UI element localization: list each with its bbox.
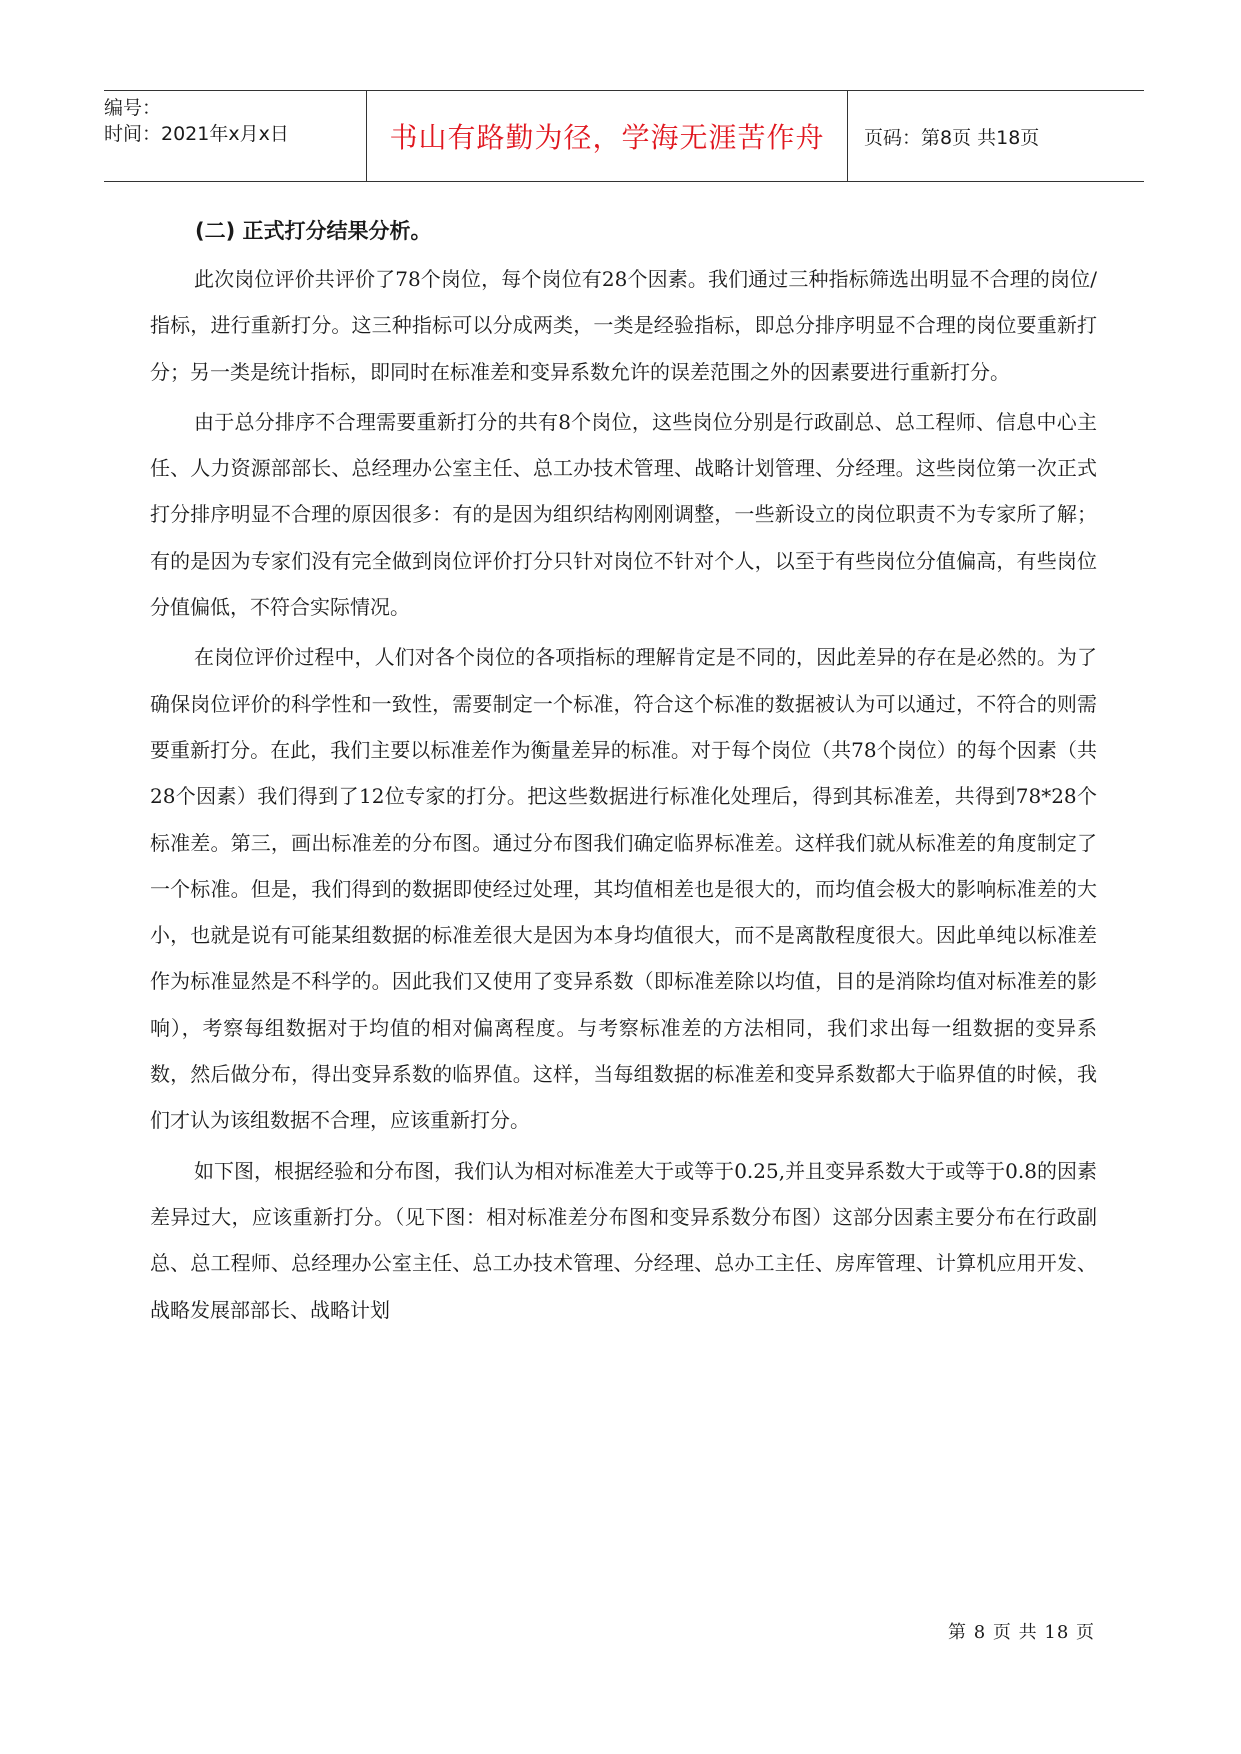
footer-page-number: 第 8 页 共 18 页: [948, 1622, 1095, 1643]
page-footer: [947, 1618, 1096, 1644]
paragraph: 在岗位评价过程中，人们对各个岗位的各项指标的理解肯定是不同的，因此差异的存在是必然的。为了确保岗位评价的科学性和一致性，需要制定一个标准，符合这个标准的数据被认为可以通过，不符合的则需要重新打分。在此，我们主要以标准差作为衡量差异的标准。对于每个岗位（共78个岗位）的每个因素（共28个因素）我们得到了12位专家的打分。把这些数据进行标准化处理后，得到其标准差，共得到78*28个标准差。第三，画出标准差的分布图。通过分布图我们确定临界标准差。这样我们就从标准差的角度制定了一个标准。但是，我们得到的数据即使经过处理，其均值相差也是很大的，而均值会极大的影响标准差的大小，也就是说有可能某组数据的标准差很大是因为本身均值很大，而不是离散程度很大。因此单纯以标准差作为标准显然是不科学的。因此我们又使用了变异系数（即标准差除以均值，目的是消除均值对标准差的影响），考察每组数据对于均值的相对偏离程度。与考察标准差的方法相同，我们求出每一组数据的变异系数，然后做分布，得出变异系数的临界值。这样，当每组数据的标准差和变异系数都大于临界值的时候，我们才认为该组数据不合理，应该重新打分。: [150, 645, 1097, 1133]
header-meta: [104, 91, 367, 181]
header-page-info-cell: [848, 91, 1144, 181]
time-label: 时间：2021年x月x日: [104, 123, 289, 145]
paragraph: 由于总分排序不合理需要重新打分的共有8个岗位，这些岗位分别是行政副总、总工程师、信息中心主任、人力资源部部长、总经理办公室主任、总工办技术管理、战略计划管理、分经理。这些岗位第一次正式打分排序明显不合理的原因很多：有的是因为组织结构刚刚调整，一些新设立的岗位职责不为专家所了解；有的是因为专家们没有完全做到岗位评价打分只针对岗位不针对个人，以至于有些岗位分值偏高，有些岗位分值偏低，不符合实际情况。: [150, 409, 1097, 620]
page-info: 页码：第8页 共18页: [864, 126, 1040, 149]
document-body: [150, 214, 1097, 1337]
motto: 书山有路勤为径，学海无涯苦作舟: [389, 121, 825, 154]
section-title: (二) 正式打分结果分析。: [195, 219, 432, 243]
paragraph: 如下图，根据经验和分布图，我们认为相对标准差大于或等于0.25,并且变异系数大于或等于0.8的因素差异过大，应该重新打分。（见下图：相对标准差分布图和变异系数分布图）这部分因素主要分布在行政副总、总工程师、总经理办公室主任、总工办技术管理、分经理、总办工主任、房库管理、计算机应用开发、战略发展部部长、战略计划: [150, 1158, 1097, 1322]
header-motto-cell: [367, 91, 848, 181]
number-label: 编号：: [104, 97, 162, 119]
page-header: [104, 90, 1144, 182]
paragraph: 此次岗位评价共评价了78个岗位，每个岗位有28个因素。我们通过三种指标筛选出明显不合理的岗位/指标，进行重新打分。这三种指标可以分成两类，一类是经验指标，即总分排序明显不合理的岗位要重新打分；另一类是统计指标，即同时在标准差和变异系数允许的误差范围之外的因素要进行重新打分。: [150, 267, 1097, 384]
